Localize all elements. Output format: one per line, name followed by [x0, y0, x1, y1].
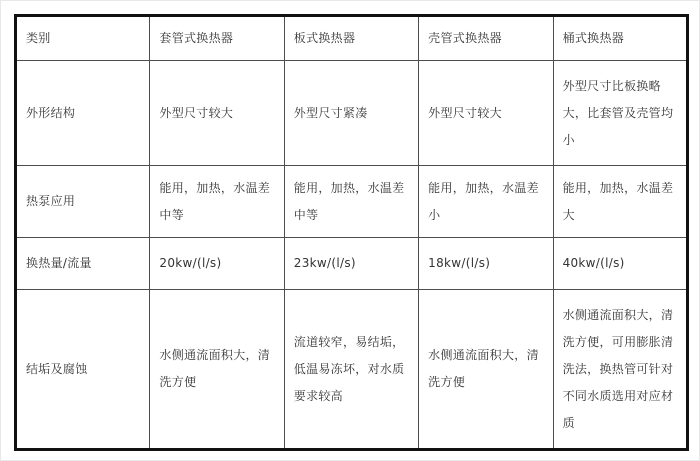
- table-cell: 水侧通流面积大，清洗方便: [419, 290, 553, 450]
- table-cell: 水侧通流面积大，清洗方便: [150, 290, 284, 450]
- table-cell: 40kw/(l/s): [553, 238, 687, 290]
- heat-exchanger-comparison-table: [14, 14, 689, 451]
- table-cell: 能用，加热，水温差大: [553, 166, 687, 238]
- column-header-tube-in-tube: 套管式换热器: [150, 16, 284, 61]
- table-cell: 23kw/(l/s): [284, 238, 418, 290]
- table-cell: 能用，加热，水温差中等: [284, 166, 418, 238]
- row-label-flow: 换热量/流量: [16, 238, 150, 290]
- table-cell: 流道较窄，易结垢，低温易冻坏，对水质要求较高: [284, 290, 418, 450]
- table-cell: 能用，加热，水温差中等: [150, 166, 284, 238]
- table-cell: 外型尺寸较大: [150, 61, 284, 166]
- table-row-shape: [16, 61, 688, 166]
- column-header-shell-tube: 壳管式换热器: [419, 16, 553, 61]
- table-cell: 外型尺寸较大: [419, 61, 553, 166]
- table-row-scaling: [16, 290, 688, 450]
- row-label-application: 热泵应用: [16, 166, 150, 238]
- column-header-plate: 板式换热器: [284, 16, 418, 61]
- table-header-row: [16, 16, 688, 61]
- column-header-category: 类别: [16, 16, 150, 61]
- table-cell: 水侧通流面积大，清洗方便，可用膨胀清洗法，换热管可针对不同水质选用对应材质: [553, 290, 687, 450]
- table-cell: 18kw/(l/s): [419, 238, 553, 290]
- table-cell: 能用，加热，水温差小: [419, 166, 553, 238]
- row-label-scaling: 结垢及腐蚀: [16, 290, 150, 450]
- table-row-flow: [16, 238, 688, 290]
- column-header-tank: 桶式换热器: [553, 16, 687, 61]
- table-cell: 20kw/(l/s): [150, 238, 284, 290]
- table-cell: 外型尺寸比板换略大，比套管及壳管均小: [553, 61, 687, 166]
- table-cell: 外型尺寸紧凑: [284, 61, 418, 166]
- table-row-application: [16, 166, 688, 238]
- row-label-shape: 外形结构: [16, 61, 150, 166]
